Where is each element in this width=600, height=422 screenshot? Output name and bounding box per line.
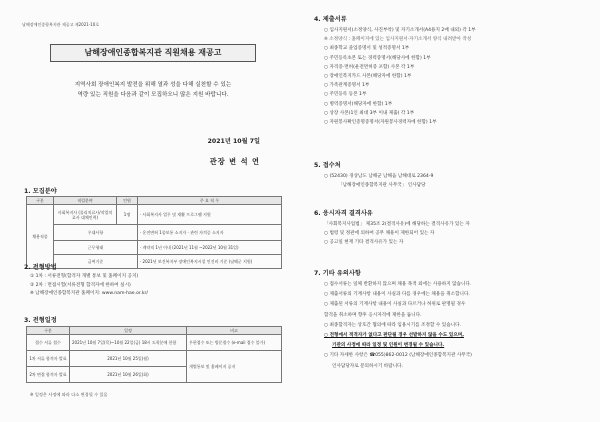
table-cell: 급여기준: [54, 255, 138, 269]
table-cell: 우편접수 또는 방문접수 (e-mail 접수 불가): [187, 335, 282, 351]
table-cell: · 운전면허 1종보통 소지자 · 관련 자격증 소지자: [138, 225, 282, 241]
table-cell: 개별통보 및 홈페이지 공지: [187, 351, 282, 383]
recruitment-table: [26, 196, 282, 269]
list-item: ○ 법령 및 정관에 의하여 공무 채용이 제한되어 있는 자: [324, 231, 435, 237]
section-1-title: 1. 모집분야: [24, 188, 57, 195]
list-item: ○ 자격증·면허(운전면허증 포함) 사본 각 1부: [324, 64, 415, 70]
schedule-footnote: ※ 일정은 사정에 따라 다소 변경될 수 있음: [30, 392, 108, 397]
announcement-date: 2021년 10월 7일: [207, 138, 260, 145]
table-cell: 2021년 10월 25일(월): [70, 351, 187, 367]
table-cell: 2차 면접 합격자 발표: [27, 367, 70, 383]
list-item: 인사담당자로 문의하시기 바랍니다.: [332, 363, 403, 369]
table-header: 인원: [117, 197, 138, 205]
schedule-table: [26, 326, 282, 383]
list-item: ※ 소정양식 : 홈페이지에 있는 입사지원서·자기소개서 양식 내려받아 작성: [324, 37, 472, 43]
list-item: ○ 주민등록 등본 1부: [324, 92, 367, 98]
section-5-title: 5. 접수처: [314, 162, 341, 169]
table-cell: · 계약직 1년 이내 (2021년 11월 ~2022년 10월 31일): [138, 241, 282, 255]
table-header: 일정: [70, 327, 187, 335]
table-cell: 채용직종: [27, 205, 54, 269]
right-page: [300, 0, 600, 422]
highlight-item: ○ 전형에서 적격자가 없다고 판단될 경우 선발하지 않을 수도 있으며,: [324, 333, 464, 339]
table-cell: · 사회복지사 업무 및 재활 프로그램 지원: [138, 205, 282, 225]
list-item: ○ 최종합격자는 상호간 협의에 따라 임용시기를 조정할 수 있습니다.: [324, 322, 461, 328]
section-7-title: 7. 기타 유의사항: [314, 270, 361, 277]
table-row: [27, 335, 282, 351]
list-item: ○ 기타 자세한 사항은 ☎055)862-0012 (남해장애인종합복지관 사무국): [324, 353, 472, 359]
table-cell: 근무형태: [54, 241, 138, 255]
intro-line-1: 지역사회 장애인복지 발전을 위해 열과 성을 다해 실천할 수 있는: [74, 82, 232, 88]
table-cell: 2021년 10월 26일(화): [70, 367, 187, 383]
documents-list: [324, 26, 584, 127]
section-6-title: 6. 응시자격 결격사유: [314, 210, 373, 217]
list-item: ○ 장애인복지카드 사본(해당자에 한함) 1부: [324, 74, 412, 80]
table-cell: 1차 서류 합격자 발표: [27, 351, 70, 367]
table-cell: 접수 서류 접수: [27, 335, 70, 351]
table-cell: · 2021년 보건복지부 장애인복지시설 인건비 기준 (남해군 지원): [138, 255, 282, 269]
signer-name: 관장 변 석 연: [209, 157, 260, 166]
table-row: [27, 255, 282, 269]
list-item: 「남해장애인종합복지관 사무국」 인사담당: [338, 183, 426, 189]
table-header: 구분: [27, 197, 54, 205]
list-item: ○ 제출된 서류의 기재사항 내용이 사실과 다르거나 허위로 판명될 경우: [324, 302, 466, 308]
table-cell: 1명: [117, 205, 138, 225]
list-item: ○ 제출서류의 기재사항 내용이 사실과 다를 경우에는 채용을 취소합니다.: [324, 292, 470, 298]
section-3-title: 3. 전형일정: [24, 317, 57, 324]
reception-list: [324, 172, 584, 190]
list-item: ○ 상장 사본(1인 최대 3부 이내 제출) 각 1부: [324, 110, 415, 116]
list-item: ○ 공고일 현재 기타 결격사유가 있는 자: [324, 240, 404, 246]
notes-list: [324, 280, 584, 372]
table-header: 구분: [27, 327, 70, 335]
section-4-title: 4. 제출서류: [314, 16, 347, 23]
list-item: ○ 입사지원서(소정양식, 사진부착) 및 자기소개서(A4용지 2매 내외) 각 1부: [324, 28, 476, 33]
disqualification-list: [324, 220, 584, 248]
highlight-item: 기관의 사정에 따라 일정 및 인원이 변경될 수 있습니다.: [332, 343, 445, 349]
list-item: ○ 주민등록초본 또는 경력증명서(해당사에 한함) 1부: [324, 55, 431, 61]
table-row: [27, 241, 282, 255]
table-cell: 우대사항: [54, 225, 138, 241]
list-item: ○ 가족관계증명서 1부: [324, 83, 370, 89]
table-row: [27, 225, 282, 241]
table-cell: 2021년 10월 7일(목)~10월 22일(금) 18시 도착분에 한함: [70, 335, 187, 351]
list-item: ○ 자원봉사확인증명증명서(자원봉사경력자에 한함) 1부: [324, 120, 437, 126]
list-item: 「사회복지사업법」 제35조 2(결격사유)에 해당하는 결격사유가 있는 자: [324, 222, 470, 227]
table-row: [27, 351, 282, 367]
list-item: ○ 병역증명서(해당자에 한함) 1부: [324, 101, 393, 107]
notice-number: 남해장애인종합복지관 제공고 제2021-10호: [22, 22, 100, 27]
list-item: 합격을 취소하며 향후 응시자격에 제한을 둡니다.: [324, 312, 422, 318]
screening-list: [30, 273, 280, 299]
document-title: 남해장애인종합복지관 직원채용 재공고: [50, 44, 256, 62]
list-item: ○ 접수서류는 일체 반환하지 않으며 채용 목적 외에는 사용하지 않습니다.: [324, 282, 472, 287]
table-header: 비고: [187, 327, 282, 335]
intro-text: [22, 80, 284, 100]
table-header-row: [27, 197, 282, 205]
section-2-title: 2. 전형방법: [24, 264, 57, 271]
list-item: ② 2차 : 면접시험(서류전형 합격자에 한하여 실시): [30, 282, 131, 288]
table-header: 주 요 직 무: [138, 197, 282, 205]
intro-line-2: 역량 있는 직원을 다음과 같이 모집하오니 많은 지원 바랍니다.: [77, 92, 229, 98]
table-header-row: [27, 327, 282, 335]
list-item: ※ 남해장애인종합복지관 홈페이지: www.nam-hae.or.kr/: [30, 291, 148, 297]
list-item: ① 1차 : 서류전형(합격자 개별 통보 및 홈페이지 공지): [30, 274, 139, 279]
table-cell: 사회복지사 (물리치료사/작업치료사 대체인력): [54, 205, 117, 225]
table-header: 직렬분야: [54, 197, 117, 205]
list-item: ○ (52430) 경상남도 남해군 남해읍 남해대로 2364-9: [324, 174, 434, 179]
table-row: [27, 205, 282, 225]
list-item: ○ 최종학교 졸업증명서 및 성적증명서 1부: [324, 46, 410, 52]
